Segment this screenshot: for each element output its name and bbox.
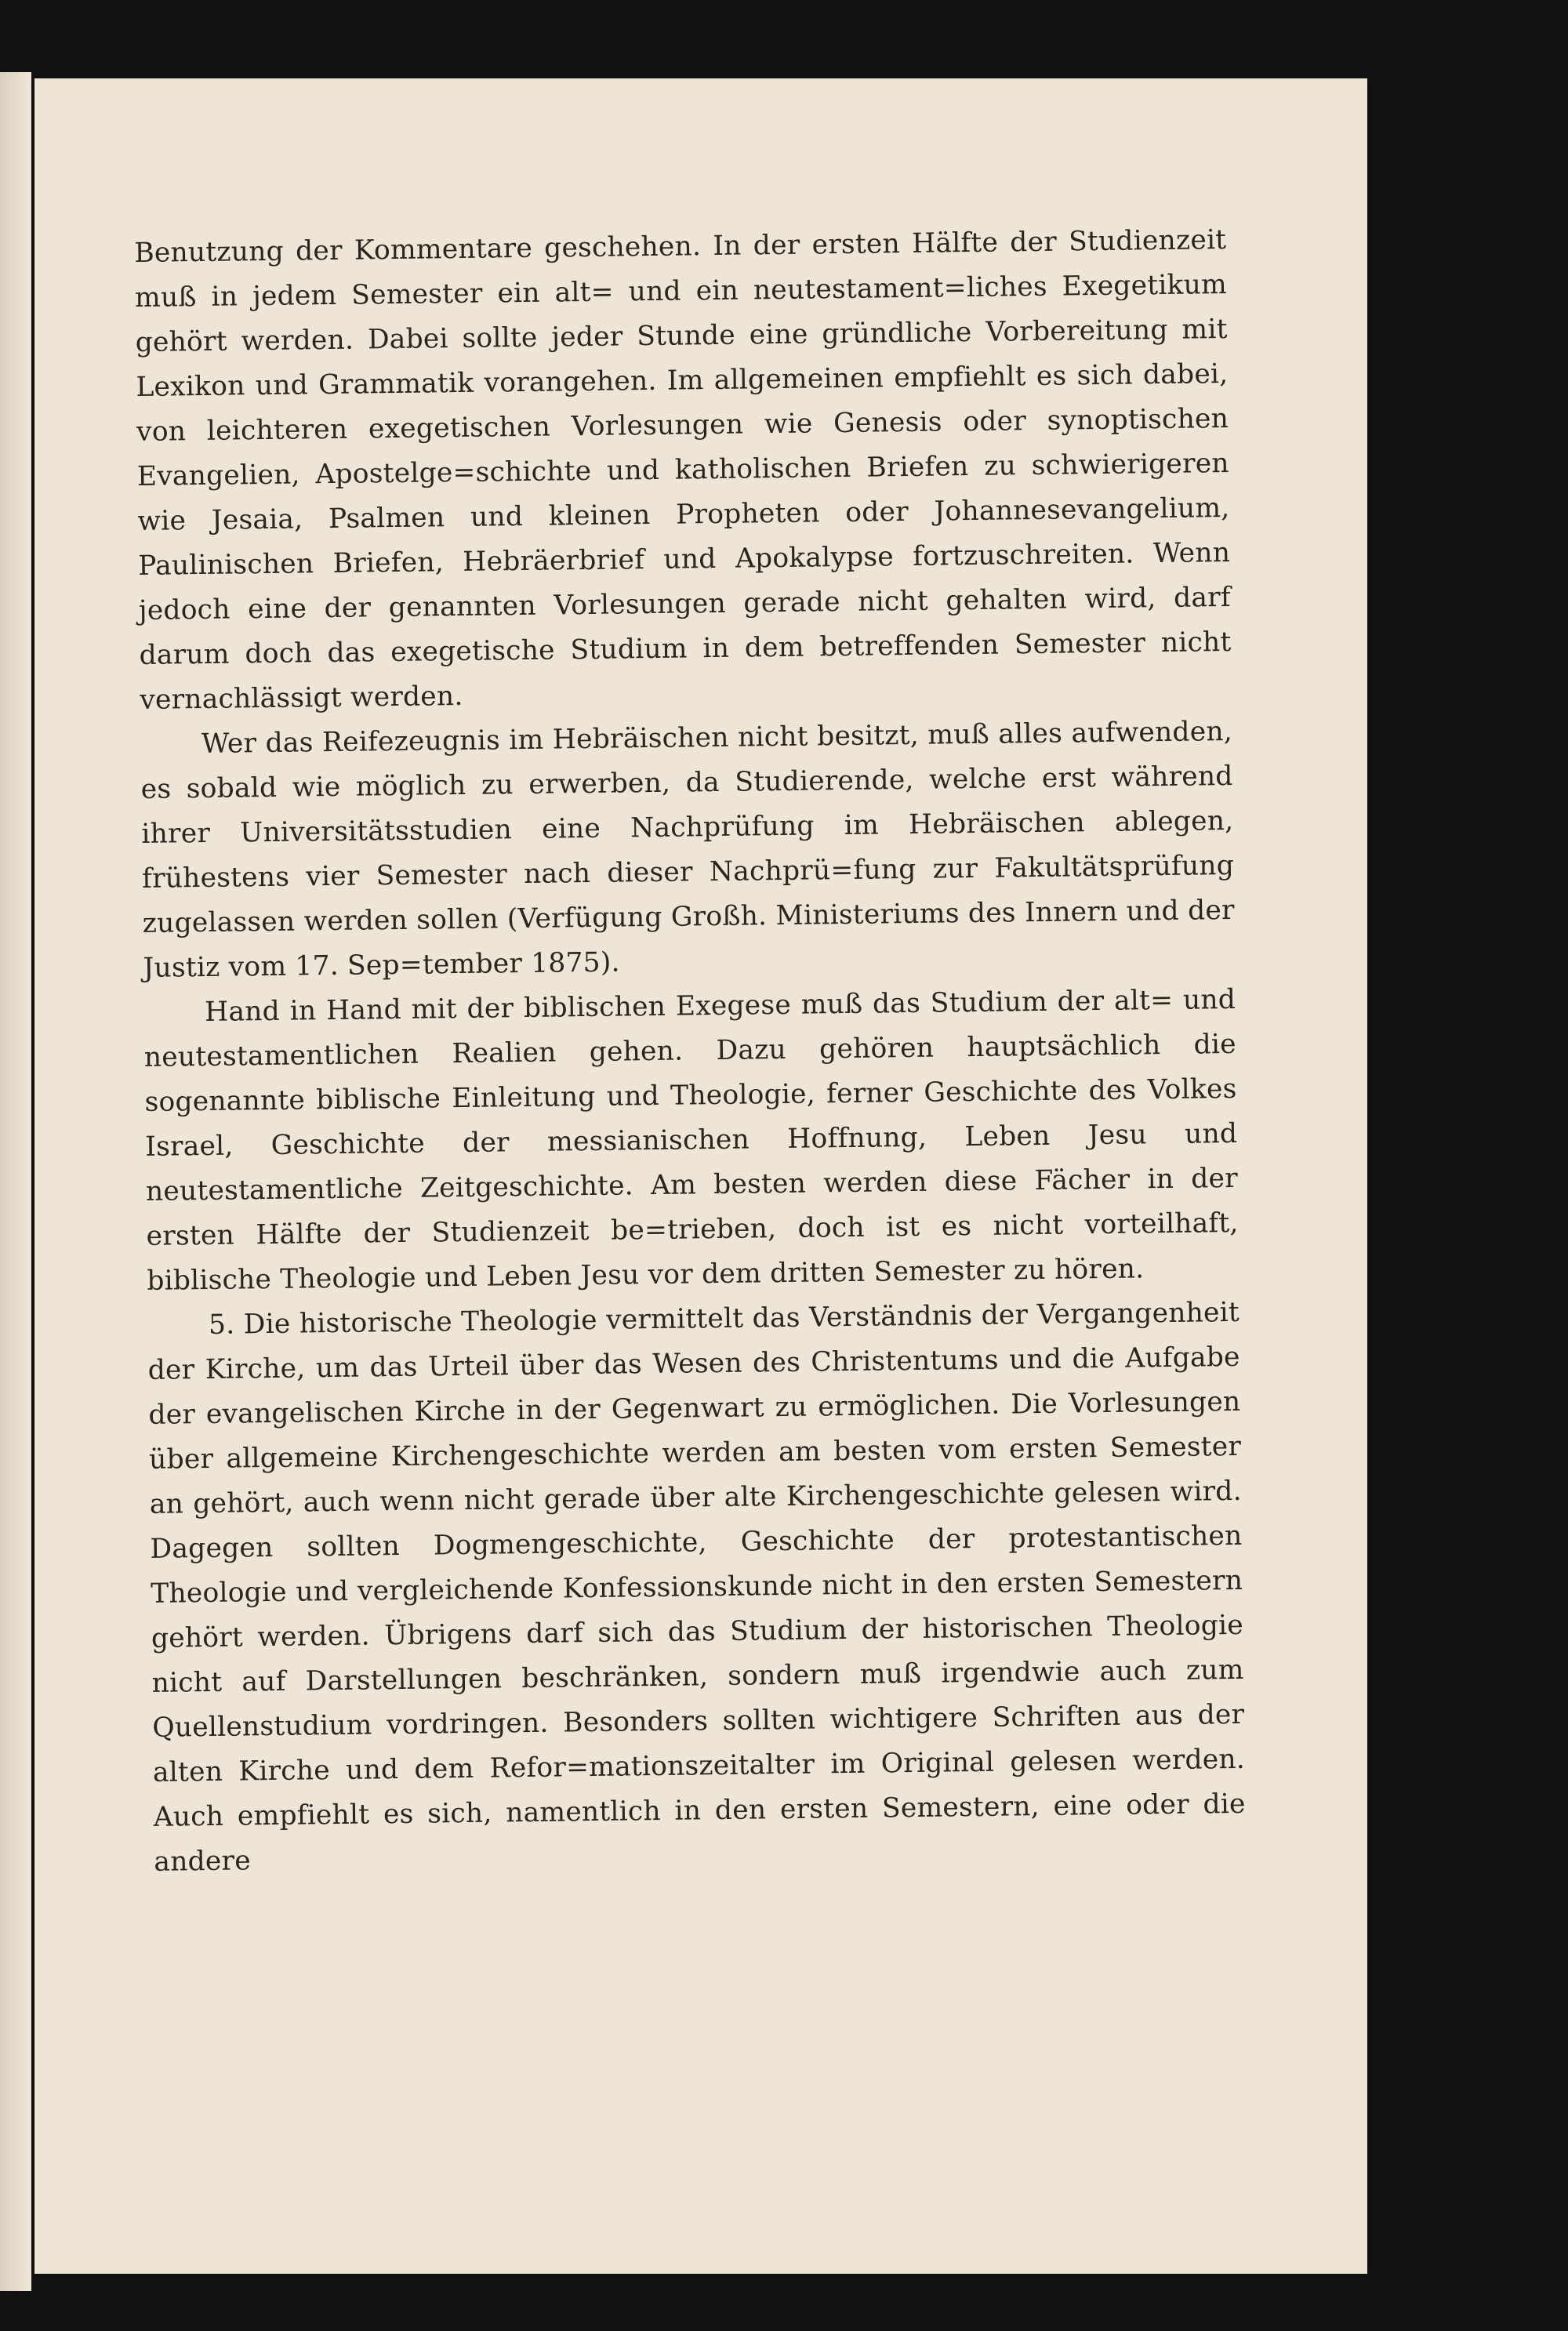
previous-page-edge bbox=[0, 72, 31, 2291]
paragraph-realien: Hand in Hand mit der biblischen Exegese muß das Studium der alt= und neutestamentlichen Realien gehen. Dazu gehören hauptsächlich die sogenannte biblische Einleitung und Theologie, ferner Geschichte des Volkes Israel, Geschichte der messianischen Hoffnung, Leben Jesu und neutestamentliche Zeitgeschichte. Am besten werden diese Fächer in der ersten Hälfte der Studienzeit be=trieben, doch ist es nicht vorteilhaft, biblische Theologie und Leben Jesu vor dem dritten Semester zu hören. bbox=[143, 983, 1239, 1297]
paragraph-historical-theology: 5. Die historische Theologie vermittelt das Verständnis der Vergangenheit der Kirche, um das Urteil über das Wesen des Christentums und die Aufgabe der evangelischen Kirche in der Gegenwart zu ermöglichen. Die Vorlesungen über allgemeine Kirchengeschichte werden am besten vom ersten Semester an gehört, auch wenn nicht gerade über alte Kirchengeschichte gelesen wird. Dagegen sollten Dogmengeschichte, Geschichte der protestantischen Theologie und vergleichende Konfessionskunde nicht in den ersten Semestern gehört werden. Übrigens darf sich das Studium der historischen Theologie nicht auf Darstellungen beschränken, sondern muß irgendwie auch zum Quellenstudium vordringen. Besonders sollten wichtigere Schriften aus der alten Kirche und dem Refor=mationszeitalter im Original gelesen werden. Auch empfiehlt es sich, namentlich in den ersten Semestern, eine oder die andere bbox=[147, 1296, 1246, 1878]
paragraph-exegetics: Benutzung der Kommentare geschehen. In der ersten Hälfte der Studienzeit muß in jedem Semester ein alt= und ein neutestament=liches Exegetikum gehört werden. Dabei sollte jeder Stunde eine gründliche Vorbereitung mit Lexikon und Grammatik vorangehen. Im allgemeinen empfiehlt es sich dabei, von leichteren exegetischen Vorlesungen wie Genesis oder synoptischen Evangelien, Apostelge=schichte und katholischen Briefen zu schwierigeren wie Jesaia, Psalmen und kleinen Propheten oder Johannesevangelium, Paulinischen Briefen, Hebräerbrief und Apokalypse fortzuschreiten. Wenn jedoch eine der genannten Vorlesungen gerade nicht gehalten wird, darf darum doch das exegetische Studium in dem betreffenden Semester nicht vernachlässigt werden. bbox=[134, 223, 1232, 716]
page-body-text bbox=[134, 218, 1247, 1885]
book-page bbox=[34, 78, 1367, 2274]
paragraph-hebrew: Wer das Reifezeugnis im Hebräischen nicht besitzt, muß alles aufwenden, es sobald wie möglich zu erwerben, da Studierende, welche erst während ihrer Universitätsstudien eine Nachprüfung im Hebräischen ablegen, frühestens vier Semester nach dieser Nachprü=fung zur Fakultätsprüfung zugelassen werden sollen (Verfügung Großh. Ministeriums des Innern und der Justiz vom 17. Sep=tember 1875). bbox=[140, 715, 1235, 984]
